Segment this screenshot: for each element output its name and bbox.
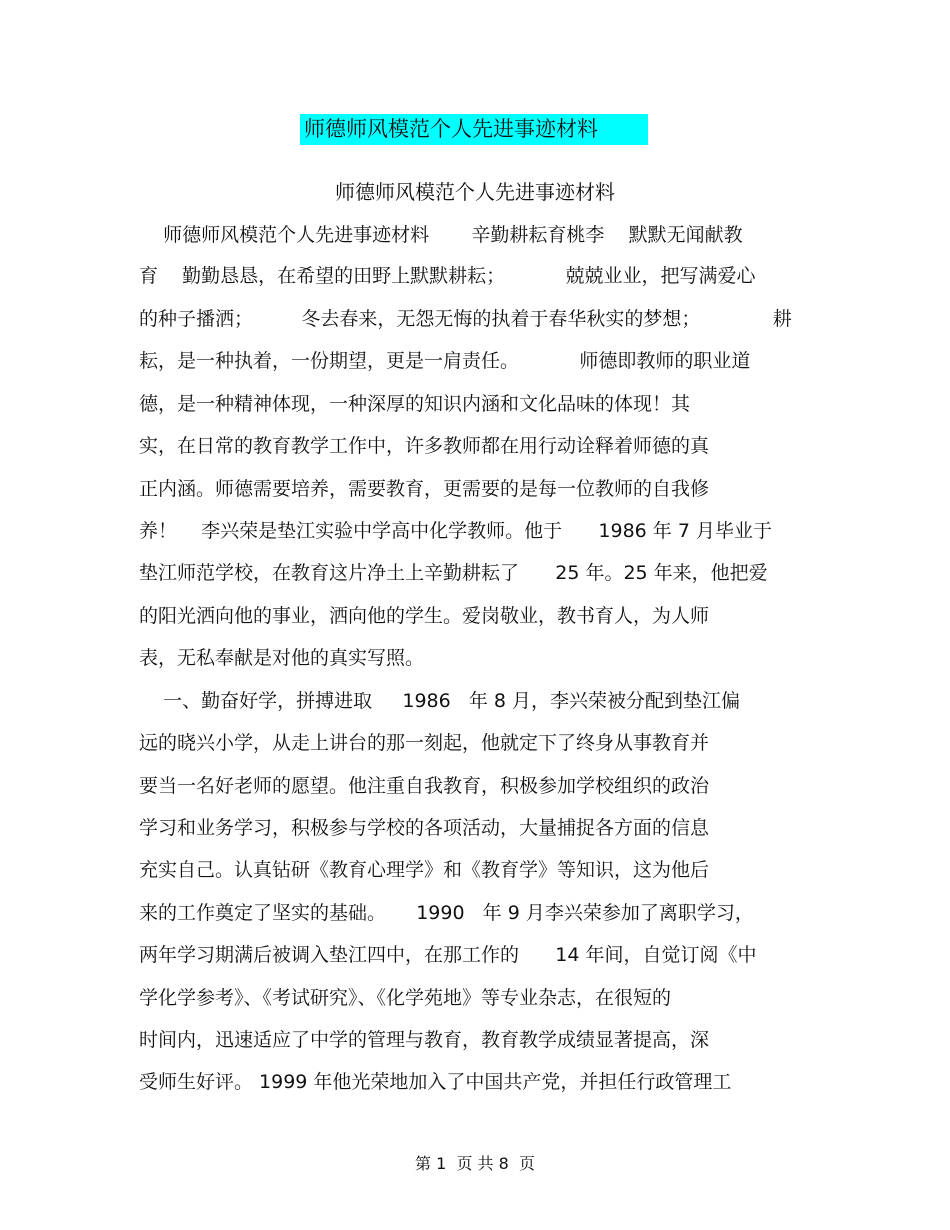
body-line: 的种子播洒； 冬去春来，无怨无悔的执着于春华秋实的梦想； 耕 bbox=[139, 308, 792, 330]
body-line: 耘，是一种执着，一份期望，更是一肩责任。 师德即教师的职业道 bbox=[139, 350, 751, 372]
body-line: 学化学参考》、《考试研究》、《化学苑地》等专业杂志，在很短的 bbox=[139, 987, 672, 1009]
body-line: 要当一名好老师的愿望。他注重自我教育，积极参加学校组织的政治 bbox=[139, 775, 710, 797]
body-line: 育 勤勤恳恳，在希望的田野上默默耕耘； 兢兢业业，把写满爱心 bbox=[139, 265, 756, 287]
body-line: 来的工作奠定了坚实的基础。 1990 年 9 月李兴荣参加了离职学习， bbox=[139, 902, 754, 924]
document-title: 师德师风模范个人先进事迹材料 bbox=[300, 114, 648, 145]
body-line: 远的晓兴小学，从走上讲台的那一刻起，他就定下了终身从事教育并 bbox=[139, 732, 710, 754]
body-line: 德，是一种精神体现，一种深厚的知识内涵和文化品味的体现！其 bbox=[139, 393, 691, 415]
body-line: 垫江师范学校，在教育这片净土上辛勤耕耘了 25 年。25 年来，他把爱 bbox=[139, 562, 768, 584]
body-line: 的阳光洒向他的事业，洒向他的学生。爱岗敬业，教书育人，为人师 bbox=[139, 605, 710, 627]
document-subtitle: 师德师风模范个人先进事迹材料 bbox=[335, 180, 615, 204]
body-line: 两年学习期满后被调入垫江四中，在那工作的 14 年间，自觉订阅《中 bbox=[139, 944, 757, 966]
body-line: 养！ 李兴荣是垫江实验中学高中化学教师。他于 1986 年 7 月毕业于 bbox=[139, 520, 772, 542]
body-line: 一、勤奋好学，拼搏进取 1986 年 8 月，李兴荣被分配到垫江偏 bbox=[139, 690, 740, 712]
body-line: 学习和业务学习，积极参与学校的各项活动，大量捕捉各方面的信息 bbox=[139, 817, 710, 839]
page-number: 第 1 页 共 8 页 bbox=[415, 1154, 535, 1173]
body-line: 表，无私奉献是对他的真实写照。 bbox=[139, 647, 425, 669]
body-line: 充实自己。认真钻研《教育心理学》和《教育学》等知识，这为他后 bbox=[139, 859, 710, 881]
body-line: 实，在日常的教育教学工作中，许多教师都在用行动诠释着师德的真 bbox=[139, 435, 710, 457]
body-line: 正内涵。师德需要培养，需要教育，更需要的是每一位教师的自我修 bbox=[139, 478, 710, 500]
body-line: 师德师风模范个人先进事迹材料 辛勤耕耘育桃李 默默无闻献教 bbox=[139, 224, 743, 246]
body-line: 时间内，迅速适应了中学的管理与教育，教育教学成绩显著提高，深 bbox=[139, 1029, 710, 1051]
body-line: 受师生好评。 1999 年他光荣地加入了中国共产党，并担任行政管理工 bbox=[139, 1071, 732, 1093]
